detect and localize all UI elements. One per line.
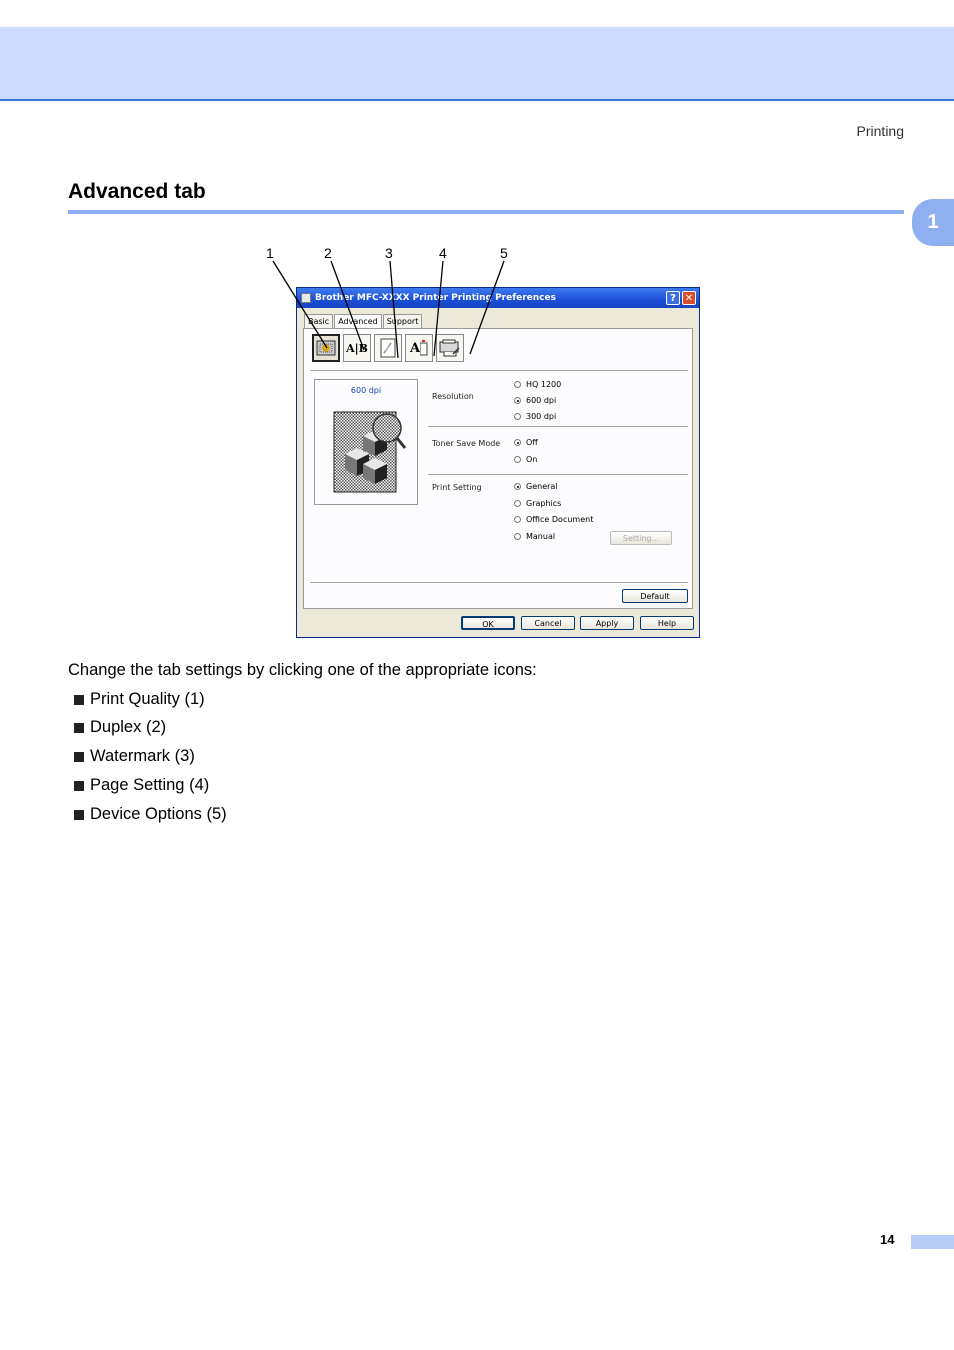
radio-label: On <box>526 455 538 464</box>
apply-button[interactable]: Apply <box>580 616 634 630</box>
page-title: Advanced tab <box>68 180 206 203</box>
radio-office-document[interactable] <box>514 515 593 524</box>
help-title-button[interactable]: ? <box>666 291 680 305</box>
radio-label: HQ 1200 <box>526 380 562 389</box>
dialog-titlebar <box>297 288 699 308</box>
radio-label: Office Document <box>526 515 594 524</box>
radio-manual[interactable] <box>514 532 555 541</box>
print-setting-label: Print Setting <box>432 483 482 492</box>
page-number: 14 <box>880 1232 895 1247</box>
title-rule <box>68 210 904 214</box>
tab-support[interactable]: Support <box>383 314 423 329</box>
advanced-panel <box>303 328 693 609</box>
setting-button[interactable]: Setting... <box>610 531 672 545</box>
device-options-icon[interactable] <box>436 334 464 362</box>
callout-number: 4 <box>439 245 447 261</box>
radio-label: General <box>526 482 558 491</box>
callout-number: 5 <box>500 245 508 261</box>
tab-basic[interactable]: Basic <box>304 314 333 329</box>
list-item-text: Watermark (3) <box>90 747 195 765</box>
list-item <box>74 718 166 737</box>
list-item <box>74 690 205 709</box>
radio-hq1200[interactable] <box>514 380 561 389</box>
watermark-icon[interactable] <box>374 334 402 362</box>
toner-save-label: Toner Save Mode <box>432 439 501 448</box>
page-glyph: A <box>409 340 421 356</box>
list-item-text: Print Quality (1) <box>90 690 205 708</box>
bullet-icon <box>74 723 84 733</box>
group-divider <box>428 474 688 475</box>
resolution-label: Resolution <box>432 392 474 401</box>
radio-label: Manual <box>526 532 556 541</box>
panel-divider <box>310 582 688 583</box>
page-setting-icon[interactable] <box>405 334 433 362</box>
tab-advanced[interactable]: Advanced <box>334 314 382 330</box>
dialog-tabs <box>304 314 423 328</box>
radio-general[interactable] <box>514 482 558 491</box>
icon-toolbar <box>312 334 467 362</box>
radio-label: 600 dpi <box>526 396 557 405</box>
dialog-title: Brother MFC-XXXX Printer Printing Preferences <box>315 293 556 303</box>
cancel-button[interactable]: Cancel <box>521 616 575 630</box>
list-item-text: Device Options (5) <box>90 805 227 823</box>
intro-text: Change the tab settings by clicking one of the appropriate icons: <box>68 661 537 679</box>
radio-label: 300 dpi <box>526 412 557 421</box>
radio-300dpi[interactable] <box>514 412 556 421</box>
duplex-glyph: A|B <box>346 341 368 355</box>
list-item-text: Duplex (2) <box>90 718 167 736</box>
radio-label: Off <box>526 438 538 447</box>
bullet-icon <box>74 752 84 762</box>
list-item <box>74 747 195 766</box>
list-item-text: Page Setting (4) <box>90 776 210 794</box>
print-quality-icon[interactable] <box>312 334 340 362</box>
help-button[interactable]: Help <box>640 616 694 630</box>
callout-number: 3 <box>385 245 393 261</box>
printer-icon <box>301 293 311 303</box>
list-item <box>74 805 227 824</box>
radio-label: Graphics <box>526 499 562 508</box>
preview-resolution: 600 dpi <box>350 386 382 395</box>
bullet-icon <box>74 781 84 791</box>
printing-preferences-dialog <box>296 287 700 638</box>
duplex-icon[interactable] <box>343 334 371 362</box>
section-label: Printing <box>856 123 904 139</box>
callout-number: 1 <box>266 245 274 261</box>
group-divider <box>428 426 688 427</box>
radio-toner-on[interactable] <box>514 455 537 464</box>
toolbar-divider <box>310 370 688 371</box>
page-number-bar <box>911 1235 954 1249</box>
radio-toner-off[interactable] <box>514 438 538 447</box>
chapter-tab: 1 <box>912 199 954 246</box>
bullet-icon <box>74 695 84 705</box>
close-icon[interactable]: ✕ <box>682 291 696 305</box>
list-item <box>74 776 209 795</box>
bullet-icon <box>74 810 84 820</box>
callout-number: 2 <box>324 245 332 261</box>
ok-button[interactable]: OK <box>461 616 515 630</box>
radio-graphics[interactable] <box>514 499 561 508</box>
header-band <box>0 27 954 101</box>
radio-600dpi[interactable] <box>514 396 556 405</box>
quality-preview <box>314 379 418 505</box>
default-button[interactable]: Default <box>622 589 688 603</box>
